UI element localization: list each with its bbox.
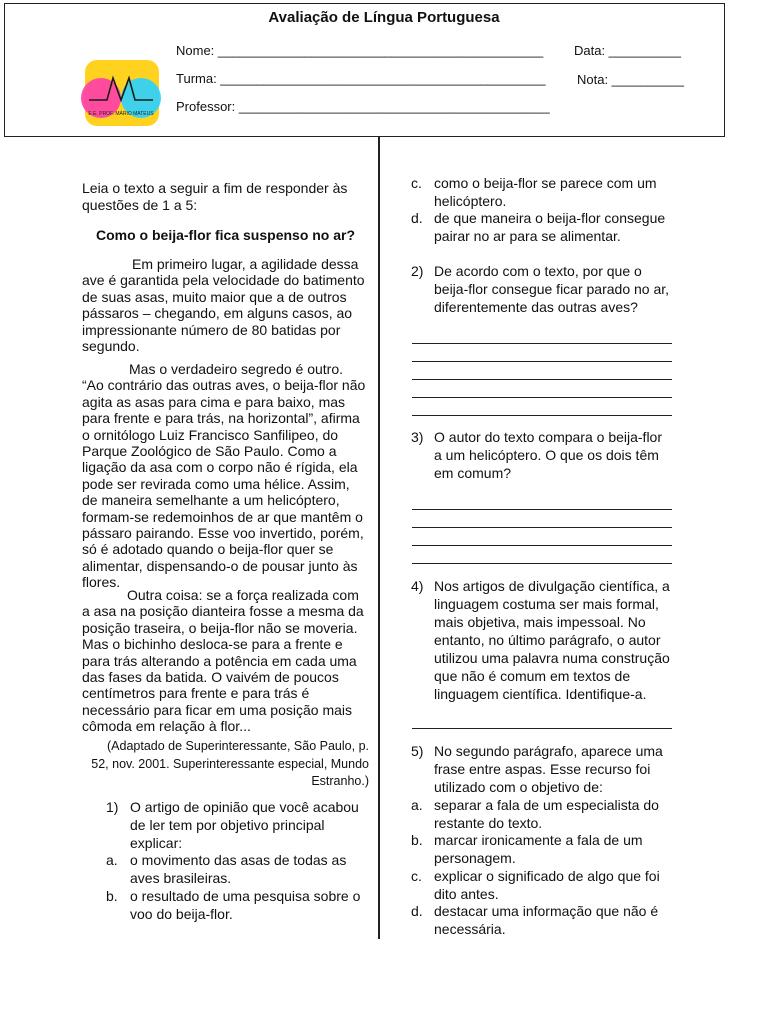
answer-line[interactable] [412, 527, 672, 528]
answer-line[interactable] [412, 415, 672, 416]
school-logo [79, 60, 163, 128]
paragraph-2: Mas o verdadeiro segredo é outro. “Ao contrário das outras aves, o beija-flor não agita as asas para cima e para baixo, mas para frente e para trás, na horizontal”, afirma o ornitólogo Luiz Francisco Sanfilipeo, do Parque Zoológico de São Paulo. Como a ligação da asa com o corpo não é rígida, ela pode ser revirada como uma hélice. Assim, de maneira semelhante a um helicóptero, formam-se redemoinhos de ar que mantêm o pássaro pairando. Esse voo invertido, porém, só é adotado quando o beija-flor quer se alimentar, dispensando-o de pousar junto às flores. [82, 361, 366, 591]
source-citation: (Adaptado de Superinteressante, São Paulo, p. 52, nov. 2001. Superinteressante especial, Mundo Estranho.) [91, 739, 369, 788]
column-divider [378, 137, 380, 939]
answer-line[interactable] [412, 728, 672, 729]
answer-line[interactable] [412, 545, 672, 546]
paragraph-1: Em primeiro lugar, a agilidade dessa ave é garantida pela velocidade do batimento de suas asas, muito maior que a de outros pássaros – chegando, em alguns casos, ao impressionante número de 80 batidas por segundo. [82, 256, 365, 355]
svg-text:E.E. PROF. MÁRIO MATEUS: E.E. PROF. MÁRIO MATEUS [88, 111, 154, 117]
answer-line[interactable] [412, 509, 672, 510]
paragraph-3: Outra coisa: se a força realizada com a asa na posição dianteira fosse a mesma da posição traseira, o beija-flor não se moveria. Mas o bichinho desloca-se para a frente e para trás alterando a potência em cada uma das fases da batida. O vaivém de poucos centímetros para frente e para trás é necessário para ficar em uma posição mais cômoda em relação à flor... [82, 587, 364, 735]
nome-field[interactable]: Nome: _____________________________________________ [176, 43, 544, 58]
data-field[interactable]: Data: __________ [574, 43, 681, 58]
professor-field[interactable]: Professor: ___________________________________________ [176, 99, 550, 114]
nota-field[interactable]: Nota: __________ [577, 72, 684, 87]
answer-line[interactable] [412, 397, 672, 398]
answer-line[interactable] [412, 563, 672, 564]
text-title: Como o beija-flor fica suspenso no ar? [96, 227, 356, 243]
answer-line[interactable] [412, 379, 672, 380]
answer-line[interactable] [412, 343, 672, 344]
turma-field[interactable]: Turma: _____________________________________________ [176, 71, 546, 86]
intro-text: Leia o texto a seguir a fim de responder às questões de 1 a 5: [82, 180, 348, 213]
page-title: Avaliação de Língua Portuguesa [268, 9, 500, 26]
answer-line[interactable] [412, 361, 672, 362]
